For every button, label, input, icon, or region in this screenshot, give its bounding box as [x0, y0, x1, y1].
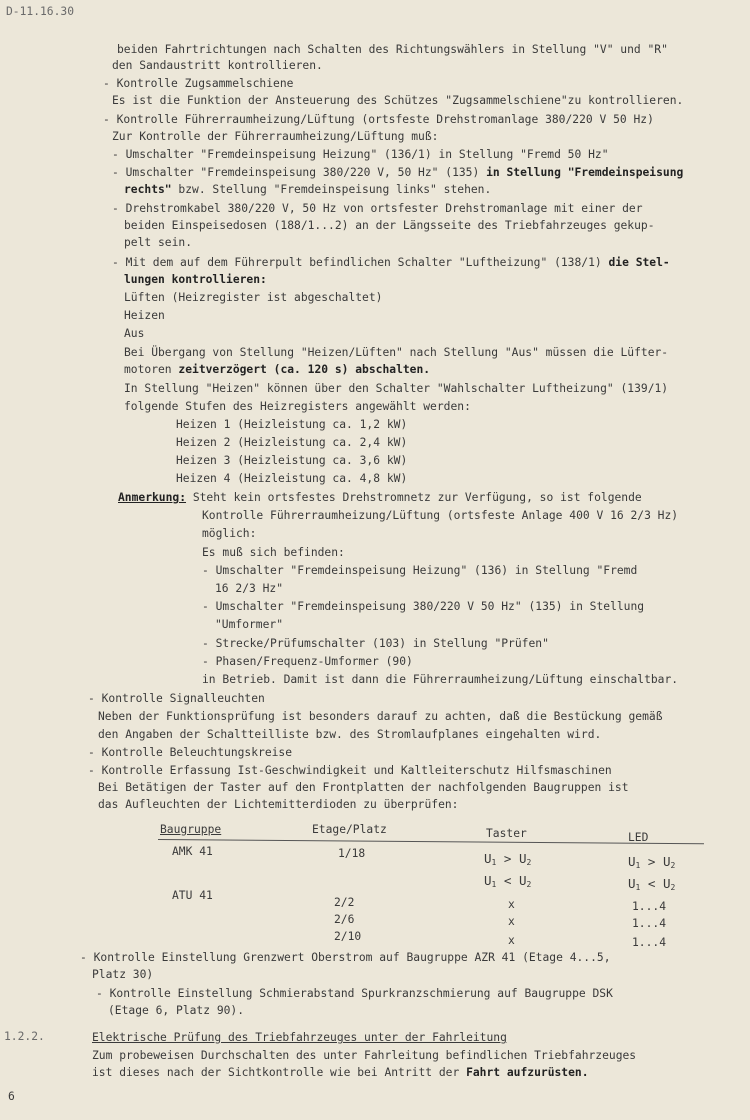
table-header-led: LED: [628, 831, 649, 844]
table-cell-led: 1...4: [632, 936, 667, 949]
text-line-part-bold: Fahrt aufzurüsten.: [466, 1066, 589, 1079]
text-line: beiden Fahrtrichtungen nach Schalten des Richtungswählers in Stellung "V" und "R": [117, 43, 668, 56]
text-line-part: motoren: [124, 363, 179, 376]
table-cell-baugruppe: ATU 41: [172, 889, 213, 902]
table-cell-taster-less: $U_1 < U_2$: [484, 873, 532, 889]
text-line: In Stellung "Heizen" können über den Schalter "Wahlschalter Luftheizung" (139/1): [124, 382, 669, 395]
text-line: - Kontrolle Erfassung Ist-Geschwindigkeit und Kaltleiterschutz Hilfsmaschinen: [88, 764, 612, 777]
text-line: Lüften (Heizregister ist abgeschaltet): [124, 291, 383, 304]
text-line: Zum probeweisen Durchschalten des unter Fahrleitung befindlichen Triebfahrzeuges: [92, 1049, 637, 1062]
table-cell-led: 1...4: [632, 917, 667, 930]
text-line-part-bold: in Stellung "Fremdeinspeisung: [486, 166, 684, 179]
text-line: Heizen: [124, 309, 165, 322]
text-line: - Kontrolle Einstellung Schmierabstand Spurkranzschmierung auf Baugruppe DSK: [96, 987, 613, 1000]
text-line: möglich:: [202, 527, 257, 540]
table-cell-etage: 2/2: [334, 896, 355, 909]
text-line: den Angaben der Schaltteilliste bzw. des Stromlaufplanes eingehalten wird.: [98, 728, 602, 741]
text-line: das Aufleuchten der Lichtemitterdioden zu überprüfen:: [98, 798, 459, 811]
table-cell-etage: 2/6: [334, 913, 355, 926]
text-line: Heizen 3 (Heizleistung ca. 3,6 kW): [176, 454, 408, 467]
text-line-part-bold: zeitverzögert (ca. 120 s) abschalten.: [178, 363, 431, 376]
text-line: - Strecke/Prüfumschalter (103) in Stellung "Prüfen": [202, 637, 549, 650]
text-line: [112, 166, 683, 180]
table-header-etage: Etage/Platz: [312, 823, 387, 836]
text-line: lungen kontrollieren:: [124, 273, 267, 286]
text-line: den Sandaustritt kontrollieren.: [112, 59, 323, 72]
table-cell-baugruppe: AMK 41: [172, 845, 213, 858]
text-line: Platz 30): [92, 968, 154, 981]
text-line: Es muß sich befinden:: [202, 546, 345, 559]
text-line: [124, 363, 430, 377]
text-line: pelt sein.: [124, 236, 193, 249]
text-line: 16 2/3 Hz": [215, 582, 284, 595]
table-cell-taster-greater: $U_1 > U_2$: [484, 851, 532, 867]
text-line: [92, 1066, 589, 1080]
text-line: Neben der Funktionsprüfung ist besonders darauf zu achten, daß die Bestückung gemäß: [98, 710, 663, 723]
table-cell-led-greater: $U_1 > U_2$: [628, 854, 676, 870]
page-number: 6: [8, 1090, 15, 1103]
text-line: - Kontrolle Signalleuchten: [88, 692, 265, 705]
text-line: [124, 183, 491, 197]
text-line: [118, 491, 642, 505]
text-line: Heizen 2 (Heizleistung ca. 2,4 kW): [176, 436, 408, 449]
text-line: beiden Einspeisedosen (188/1...2) an der Längsseite des Triebfahrzeuges gekup-: [124, 219, 655, 232]
text-line: (Etage 6, Platz 90).: [108, 1004, 245, 1017]
text-line-part: Steht kein ortsfestes Drehstromnetz zur Verfügung, so ist folgende: [186, 491, 642, 504]
table-cell-etage: 1/18: [338, 847, 366, 860]
section-number: 1.2.2.: [4, 1030, 45, 1043]
table-cell-taster: x: [508, 898, 515, 911]
text-line: Kontrolle Führerraumheizung/Lüftung (ortsfeste Anlage 400 V 16 2/3 Hz): [202, 509, 679, 522]
text-line: Heizen 4 (Heizleistung ca. 4,8 kW): [176, 472, 408, 485]
text-line: Aus: [124, 327, 145, 340]
text-line: Heizen 1 (Heizleistung ca. 1,2 kW): [176, 418, 408, 431]
text-line-part-bold: die Stel-: [608, 256, 670, 269]
text-line: - Kontrolle Einstellung Grenzwert Oberstrom auf Baugruppe AZR 41 (Etage 4...5,: [80, 951, 611, 964]
table-cell-taster: x: [508, 934, 515, 947]
text-line: Bei Übergang von Stellung "Heizen/Lüften" nach Stellung "Aus" müssen die Lüfter-: [124, 346, 669, 359]
text-line: "Umformer": [215, 618, 284, 631]
text-line: in Betrieb. Damit ist dann die Führerraumheizung/Lüftung einschaltbar.: [202, 673, 679, 686]
text-line: - Phasen/Frequenz-Umformer (90): [202, 655, 413, 668]
text-line: - Umschalter "Fremdeinspeisung 380/220 V 50 Hz" (135) in Stellung: [202, 600, 645, 613]
text-line-part: - Mit dem auf dem Führerpult befindlichen Schalter "Luftheizung" (138/1): [112, 256, 609, 269]
text-line: - Drehstromkabel 380/220 V, 50 Hz von ortsfester Drehstromanlage mit einer der: [112, 202, 643, 215]
text-line: Es ist die Funktion der Ansteuerung des Schützes "Zugsammelschiene"zu kontrollieren.: [112, 94, 684, 107]
text-line-part-bold: rechts": [124, 183, 172, 196]
table-cell-taster: x: [508, 915, 515, 928]
section-heading: Elektrische Prüfung des Triebfahrzeuges unter der Fahrleitung: [92, 1031, 507, 1044]
text-line: folgende Stufen des Heizregisters angewählt werden:: [124, 400, 471, 413]
text-line: Bei Betätigen der Taster auf den Frontplatten der nachfolgenden Baugruppen ist: [98, 781, 629, 794]
text-line: - Kontrolle Führerraumheizung/Lüftung (ortsfeste Drehstromanlage 380/220 V 50 Hz): [103, 113, 654, 126]
table-header-rule: [158, 839, 704, 844]
table-header-baugruppe: Baugruppe: [160, 823, 222, 836]
document-code: D-11.16.30: [6, 5, 75, 18]
text-line-part: ist dieses nach der Sichtkontrolle wie bei Antritt der: [92, 1066, 467, 1079]
table-cell-led-less: $U_1 < U_2$: [628, 876, 676, 892]
table-cell-etage: 2/10: [334, 930, 362, 943]
text-line: - Umschalter "Fremdeinspeisung Heizung" (136) in Stellung "Fremd: [202, 564, 638, 577]
table-header-taster: Taster: [486, 827, 527, 840]
note-label: Anmerkung:: [118, 491, 187, 504]
text-line: [112, 256, 670, 270]
text-line-part: bzw. Stellung "Fremdeinspeisung links" stehen.: [171, 183, 492, 196]
table-cell-led: 1...4: [632, 900, 667, 913]
text-line-part: - Umschalter "Fremdeinspeisung 380/220 V, 50 Hz" (135): [112, 166, 487, 179]
text-line: Zur Kontrolle der Führerraumheizung/Lüftung muß:: [112, 130, 439, 143]
text-line: - Kontrolle Beleuchtungskreise: [88, 746, 293, 759]
text-line: - Kontrolle Zugsammelschiene: [103, 77, 294, 90]
text-line: - Umschalter "Fremdeinspeisung Heizung" (136/1) in Stellung "Fremd 50 Hz": [112, 148, 609, 161]
